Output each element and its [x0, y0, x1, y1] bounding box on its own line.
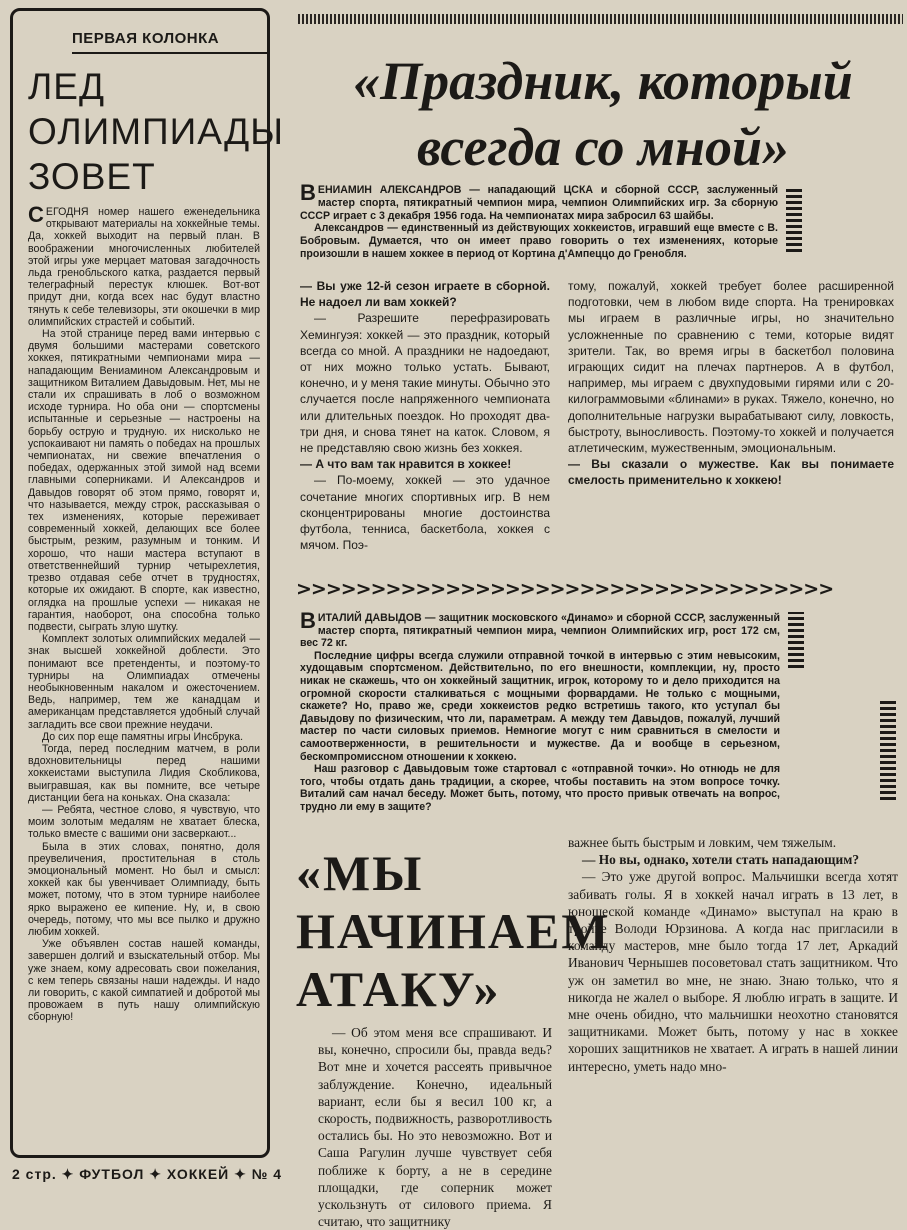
- left-paragraph: До сих пор еще памятны игры Инсбрука.: [42, 730, 244, 743]
- article2-headline-line-3: АТАКУ»: [296, 961, 501, 1017]
- article2-intro-p3: Наш разговор с Давыдовым тоже стартовал с «отправной точки». Но отнюдь не для того, чтобы отдать дань традиции, а скорее, чтобы поставить на этом вопросе точку. Виталий сам начал беседу. Может быть, потому, что просто привык отвечать на вопрос, трудно ли ему в защите?: [300, 763, 780, 813]
- chevron-divider-text: >>>>>>>>>>>>>>>>>>>>>>>>>>>>>>>>>>>>: [296, 578, 834, 600]
- left-column-text: [28, 202, 260, 1024]
- question: — Вы сказали о мужестве. Как вы понимаете смелость применительно к хоккею!: [568, 457, 894, 488]
- question: — Вы уже 12-й сезон играете в сборной. Не надоел ли вам хоккей?: [300, 279, 550, 310]
- left-headline-line-2: ОЛИМПИАДЫ: [28, 111, 284, 152]
- article2-side-marks: [788, 612, 804, 668]
- article1-side-marks: [786, 188, 802, 252]
- top-decorative-stripe: [298, 14, 903, 24]
- article2-headline-line-2: НАЧИНАЕМ: [296, 903, 611, 959]
- footer-text: 2 стр. ✦ ФУТБОЛ ✦ ХОККЕЙ ✦ № 4: [12, 1166, 283, 1182]
- article1-intro-p2: Александров — единственный из действующих хоккеистов, игравший еще вместе с В. Бобровым. Думается, что он имеет право говорить о тех изменениях, которые произошли в нашем хоккее в период от Кортина д'Ампеццо до Гренобля.: [300, 222, 778, 260]
- question: — Но вы, однако, хотели стать нападающим?: [582, 852, 860, 868]
- article2-column-2: [568, 834, 898, 1075]
- page-footer: [12, 1166, 512, 1183]
- rubric-first-column: [72, 30, 268, 47]
- left-paragraph: Была в этих словах, понятно, доля преувеличения, простительная в столь эмоциональный момент. Но был и смысл: хоккей как бы увенчивает Олимпиаду, быть может, потому, что в этом турнире наиболее ярко выражено ее кипение. Ну, и, в свою очередь, потому, что мы все пылко и дружно любим хоккей.: [28, 840, 260, 938]
- article2-intro: [300, 608, 780, 814]
- rubric-label: ПЕРВАЯ КОЛОНКА: [72, 30, 220, 47]
- article1-column-2: [568, 278, 894, 489]
- left-headline: [28, 64, 284, 199]
- rubric-rule: [72, 52, 268, 54]
- left-headline-line-3: ЗОВЕТ: [28, 156, 156, 197]
- article2-intro-p2: Последние цифры всегда служили отправной точкой в интервью с этим невысоким, худощавым спортсменом. Действительно, по его внешности, комплекции, ну, просто никак не скажешь, что он хоккейный защитник, игрок, которому то и дело приходится на огромной скорости сталкиваться с мощными форвардами. Не только с мощными, скажете? Но, право же, среди хоккеистов редко встретишь такого, кто уступал бы Давыдову по физическим, что ли, параметрам. А между тем Давыдов, пожалуй, лучший мастер по части силовых приемов. Немногие могут с ним сравниться в смелости и самоотверженности, в решительности и мужестве. Да и вообще в серьезном, бескомпромиссном отношении к хоккею.: [300, 649, 780, 763]
- answer: тому, пожалуй, хоккей требует более расширенной подготовки, чем в любом виде спорта. На тренировках мы играем в различные игры, но значительно усложненные по сравнению с теми, которые видят зрители. Так, во время игры в баскетбол половина играющих сидит на плечах партнеров. А в футбол, например, мы играем с двухпудовыми гирями или с 20-килограммовыми «блинами» в руках. Тяжело, конечно, но дополнительные нагрузки вырабатывают силу, ловкость, быстроту, выносливость. Поэтому-то хоккей и получается атлетическим, мужественным, эмоциональным.: [568, 279, 894, 456]
- left-headline-line-1: ЛЕД: [28, 66, 106, 107]
- article1-column-1: [300, 278, 550, 553]
- answer: важнее быть быстрым и ловким, чем тяжелым.: [568, 835, 837, 850]
- answer: — Об этом меня все спрашивают. И вы, конечно, спросили бы, правда ведь? Вот мне и хочется рассеять привычное заблуждение. Конечно, идеальный вариант, если бы я весил 100 кг, а скорость, подвижность, разворотливость остались бы. Но это невозможно. Вот и Саша Рагулин лучше чувствует себя поближе к борту, а не в середине площадки, где соперник может ускользнуть от силового приема. Я считаю, что защитнику: [318, 1025, 552, 1230]
- article2-intro-p1: ВИТАЛИЙ ДАВЫДОВ — защитник московского «Динамо» и сборной СССР, заслуженный мастер спорта, пятикратный чемпион мира, чемпион Олимпийских игр, рост 172 см, вес 72 кг.: [300, 608, 780, 650]
- left-paragraph: Тогда, перед последним матчем, в роли вдохновительницы перед нашими хоккеистами выступила Лидия Скобликова, выигравшая, как вы помните, все четыре дистанции бега на коньках. Она сказала:: [28, 742, 260, 804]
- article1-headline: [304, 48, 902, 180]
- article2-headline-line-1: «МЫ: [296, 845, 424, 901]
- left-paragraph: СЕГОДНЯ номер нашего еженедельника открывают материалы на хоккейные темы. Да, хоккей выходит на первый план. В воображении многочисленных любителей этой игры уже мерцает матовая загадочность льда гренобльского катка, раздается первый телеграфный перестук клюшек. Вот-вот придут дни, когда всех нас будут властно тянуть к себе телевизоры, эти окошечки в мир олимпийских страстей и событий.: [28, 202, 260, 328]
- left-paragraph: Уже объявлен состав нашей команды, завершен долгий и взыскательный отбор. Мы уже знаем, кому адресовать свои пожелания, с кем теперь связаны наши надежды. И надо ли говорить, с какой симпатией и добротой мы провожаем в путь нашу олимпийскую сборную!: [28, 938, 260, 1024]
- left-paragraph: — Ребята, честное слово, я чувствую, что моим золотым медалям не хватает блеска, только вместе с вашими они засверкают...: [28, 803, 260, 841]
- article2-headline: [296, 844, 611, 1018]
- question: — А что вам так нравится в хоккее!: [300, 457, 512, 472]
- left-paragraph: На этой странице перед вами интервью с двумя большими мастерами советского хоккея, пятикратными чемпионами мира — нападающим Вениамином Александровым и защитником Виталием Давыдовым. Нет, мы не стали их спрашивать в лоб о возможном исходе турнира. Но оба они — спортсмены испытанные и серьезные — настроены на борьбу острую и трудную. их нисколько не успокаивают ни память о победах на прошлых чемпионатах, ни свежие впечатления о победах, одержанных этой зимой над всеми главными соперниками. И Александров и Давыдов говорят об этом прямо, говорят и, что называется, между строк, рассказывая о тех изменениях, которые переживает современный хоккей, делающих все более быстрым, резким, разумным и тонким. И хорошо, что наши мастера вступают в ответственнейший турнир четырехлетия, трезво отдавая себе отчет в трудностях, которые их ожидают. В спорте, как известно, оглядка на прошлые успехи — никакая не гарантия, наоборот, она способна только подвести, сыграть злую шутку.: [28, 328, 260, 633]
- answer: — Это уже другой вопрос. Мальчишки всегда хотят забивать голы. Я в хоккей начал играть в 13 лет, в юношеской команде «Динамо» выступал на краю в тройке Володи Юрзинова. А когда нас пригласили в команду мастеров, мне было тогда 17 лет, Аркадий Иванович Чернышев посоветовал стать защитником. Что уж он заметил во мне, не знаю. Знаю только, что я никогда не жалел о выборе. Я люблю играть в защите. И мне очень обидно, что мальчишки неохотно становятся защитниками. Может быть, потому у нас в хоккее хороших защитников не хватает. А играть в нашей линии интересно, уметь надо мно-: [568, 869, 898, 1074]
- answer: — Разрешите перефразировать Хемингуэя: хоккей — это праздник, который всегда со мной. А праздники не надоедают, от них можно только устать. Бывают, конечно, и у меня такие минуты. Обычно это случается после напряженного чемпионата или длительных поездок. Но проходят два-три дня, и снова тянет на каток. Словом, я не представляю свою жизнь без хоккея.: [300, 311, 550, 456]
- answer: — По-моему, хоккей — это удачное сочетание многих спортивных игр. В нем сконцентрированы многие достоинства футбола, тенниса, баскетбола, хоккея с мячом. Поэ-: [300, 473, 550, 553]
- left-paragraph: Комплект золотых олимпийских медалей — знак высшей хоккейной доблести. Это понимают все претенденты, и поэтому-то турниры на Олимпиадах отмечены необыкновенным накалом и ожесточением. Ведь, например, тем же канадцам и американцам представляется удобный случай загладить все свои прежние неудачи.: [28, 633, 260, 731]
- chevron-divider: [296, 578, 902, 604]
- article1-intro: [300, 180, 778, 261]
- article1-headline-text: «Праздник, который всегда со мной»: [353, 51, 853, 177]
- article1-intro-p1: ВЕНИАМИН АЛЕКСАНДРОВ — нападающий ЦСКА и сборной СССР, заслуженный мастер спорта, пятикратный чемпион мира, чемпион Олимпийских игр. За сборную СССР играет с 3 декабря 1956 года. На чемпионатах мира забросил 63 шайбы.: [300, 180, 778, 222]
- article2-side-marks-lower: [880, 700, 896, 800]
- article2-column-1: [318, 1024, 552, 1230]
